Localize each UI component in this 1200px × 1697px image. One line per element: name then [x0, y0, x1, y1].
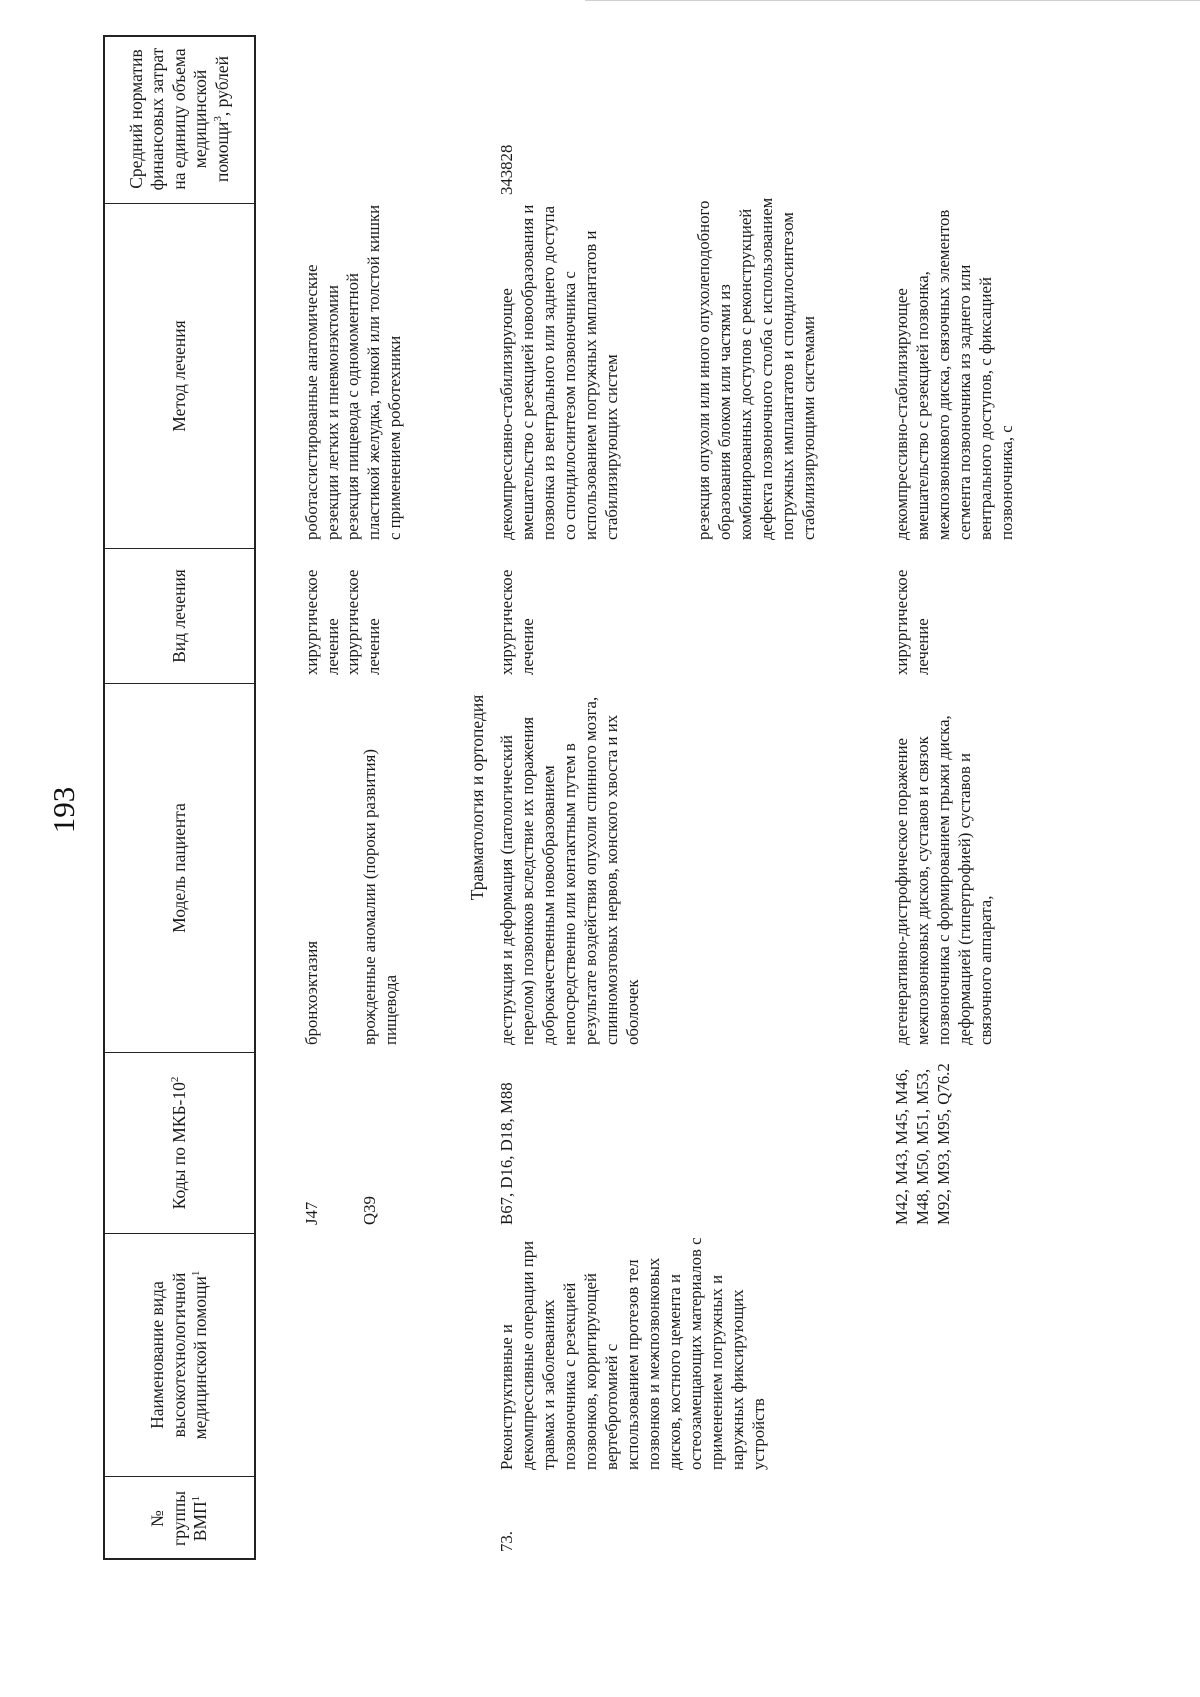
row-method: резекция пищевода с одномоментной пластикой желудка, тонкой или толстой кишки с применением роботехники: [343, 204, 404, 540]
row-type: хирургическое лечение: [497, 569, 537, 675]
header-group-number: № группы ВМП$^1$: [103, 1476, 256, 1560]
row-codes: M42, M43, M45, M46, M48, M50, M51, M53, M92, M93, M95, Q76.2: [892, 1063, 953, 1225]
group-cost: 343828: [497, 144, 516, 195]
header-treatment-method: Метод лечения: [103, 203, 256, 548]
row-model: дегенеративно-дистрофическое поражение межпозвонковых дисков, суставов и связок позвоночника с формированием грыжи диска, деформацией (гипертрофией) суставов и связочного аппарата,: [892, 715, 995, 1045]
rotated-page: [24, 30, 1154, 1590]
header-cost: Средний норматив финансовых затрат на единицу объема медицинской помощи$^3$, рублей: [126, 47, 232, 191]
row-codes: B67, D16, D18, M88: [497, 1082, 516, 1225]
row-method: декомпрессивно-стабилизирующее вмешательство с резекцией позвонка, межпозвонкового диска, связочных элементов сегмента позвоночника из заднего или вентрального доступов, с фиксацией позвоночника, с: [892, 209, 1016, 540]
row-code: Q39: [360, 1196, 379, 1225]
top-rule: [585, 0, 1200, 1]
row-model: врожденные аномалии (пороки развития) пищевода: [360, 749, 400, 1045]
header-treatment-type: Вид лечения: [103, 548, 256, 683]
row-method: роботассистированные анатомические резекции легких и пневмонэктомии: [302, 264, 342, 540]
row-type: хирургическое лечение: [302, 569, 342, 675]
row-method: декомпрессивно-стабилизирующее вмешательство с резекцией новообразования и позвонка из вентрального или заднего доступа со спондилосинтезом позвоночника с использованием погружных имплантатов и стабилизирующих систем: [497, 204, 621, 540]
row-method: резекция опухоли или иного опухолеподобного образования блоком или частями из комбинированных доступов с реконструкцией дефекта позвоночного столба с использованием погружных имплантатов и спондилосинтезом стабилизирующими системами: [694, 197, 818, 540]
row-type: хирургическое лечение: [343, 569, 383, 675]
group-number: 73.: [497, 1531, 516, 1552]
section-title: Травматология и ортопедия: [467, 694, 487, 901]
row-code: J47: [302, 1201, 321, 1225]
header-vmp-name: Наименование вида высокотехнологичной медицинской помощи$^1$: [103, 1233, 256, 1476]
page-number: 193: [46, 786, 81, 834]
row-model: бронхоэктазия: [302, 940, 321, 1045]
header-icd-codes: Коды по МКБ-$10^2$: [103, 1052, 256, 1233]
header-patient-model: Модель пациента: [103, 683, 256, 1052]
row-model: деструкция и деформация (патологический перелом) позвонков вследствие их поражения доброкачественным новообразованием непосредственно или контактным путем в результате воздействия опухоли спинного мозга, спинномозговых нервов, конского хвоста и их оболочек: [497, 696, 642, 1045]
row-type: хирургическое лечение: [892, 569, 932, 675]
group-name: Реконструктивные и декомпрессивные операции при травмах и заболеваниях позвоночника с резекцией позвонков, корригирующей вертебротомией с использованием протезов тел позвонков и межпозвонковых дисков, костного цемента и остеозамещающих материалов с применением погружных и наружных фиксирующих устройств: [497, 1237, 768, 1470]
